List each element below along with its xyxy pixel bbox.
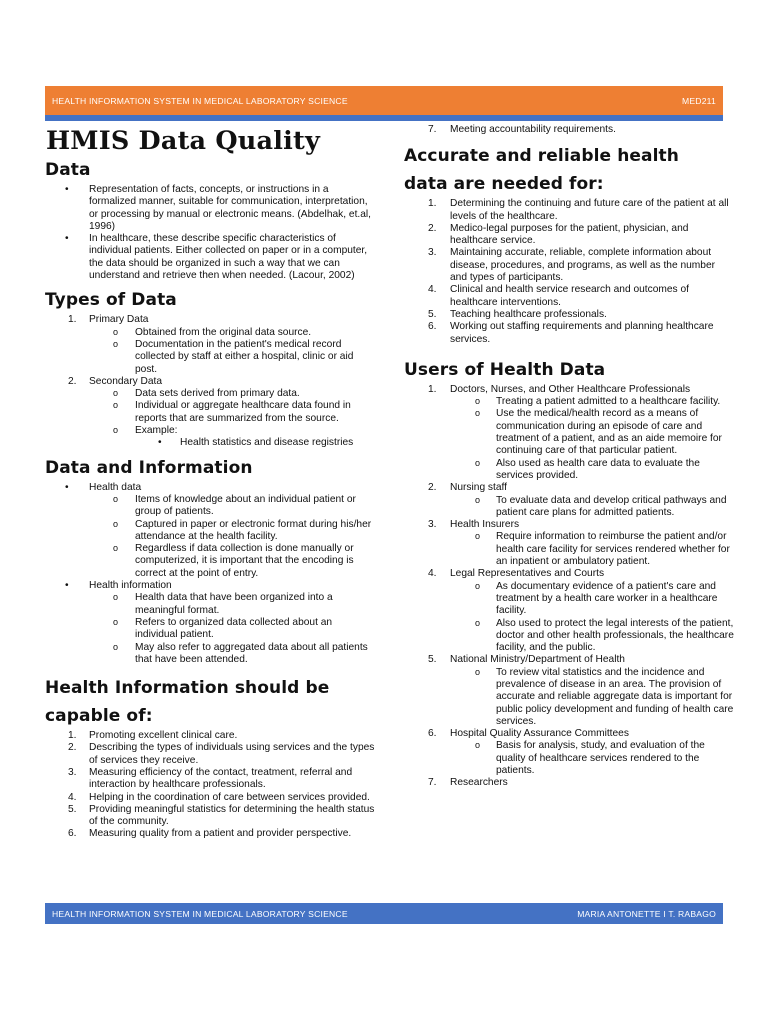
list-item: • Health information xyxy=(65,580,172,592)
users-list xyxy=(404,384,734,790)
sub-list-item: o Captured in paper or electronic format during his/her attendance at the health facility. xyxy=(113,518,372,542)
info-heading: Data and Information xyxy=(45,457,253,478)
left-column xyxy=(45,121,375,841)
sub-list-item: o To evaluate data and develop critical pathways and patient care plans for admitted patients. xyxy=(475,494,727,518)
capable-list-continued xyxy=(404,124,734,136)
list-item: 2. Describing the types of individuals using services and the types of services they receive. xyxy=(68,742,375,766)
sub-list-item: o Items of knowledge about an individual patient or group of patients. xyxy=(113,493,356,518)
list-item: 4. Helping in the coordination of care between services provided. xyxy=(68,791,370,803)
list-item: 6. Measuring quality from a patient and provider perspective. xyxy=(68,828,352,840)
header-bar xyxy=(45,86,723,115)
example-item: • Health statistics and disease registries xyxy=(158,437,354,449)
capable-list xyxy=(45,730,375,841)
list-item: 5. Teaching healthcare professionals. xyxy=(428,308,607,320)
right-column xyxy=(404,121,734,790)
list-item: 6. Hospital Quality Assurance Committees xyxy=(428,728,629,740)
list-item: 1. Promoting excellent clinical care. xyxy=(68,730,238,742)
sub-list-item: o Refers to organized data collected about an individual patient. xyxy=(113,616,333,641)
sub-list-item: o Health data that have been organized into a meaningful format. xyxy=(113,592,333,616)
sub-list-item: o Treating a patient admitted to a healthcare facility. xyxy=(475,396,721,408)
sub-list-item: o Obtained from the original data source. xyxy=(113,326,312,338)
sub-list-item: o Individual or aggregate healthcare data found in reports that are summarized from the source. xyxy=(113,400,351,424)
list-item: 2. Secondary Data xyxy=(68,375,163,387)
list-item: 4. Legal Representatives and Courts xyxy=(428,568,605,580)
page-title: HMIS Data Quality xyxy=(46,126,321,156)
list-item: 1. Doctors, Nurses, and Other Healthcare Professionals xyxy=(428,383,691,395)
list-item: 1. Primary Data xyxy=(68,314,149,326)
sub-list-item: o Basis for analysis, study, and evaluation of the quality of healthcare services rendered to the patients. xyxy=(475,740,705,777)
data-bullet-list xyxy=(45,184,375,282)
accurate-heading: Accurate and reliable health data are needed for: xyxy=(404,146,679,195)
list-item: 6. Working out staffing requirements and planning healthcare services. xyxy=(428,321,714,345)
sub-list-item: o Require information to reimburse the patient and/or health care facility for services rendered whether for an inpatient or ambulatory patient. xyxy=(475,531,730,568)
capable-heading: Health Information should be capable of: xyxy=(45,678,330,727)
list-item: 2. Nursing staff xyxy=(428,482,508,494)
types-list xyxy=(45,314,375,449)
list-item: 7. Meeting accountability requirements. xyxy=(428,124,616,135)
users-heading: Users of Health Data xyxy=(404,359,606,380)
sub-list-item: o May also refer to aggregated data about all patients that have been attended. xyxy=(113,641,368,665)
footer-bar xyxy=(45,903,723,924)
header-course-title: HEALTH INFORMATION SYSTEM IN MEDICAL LABORATORY SCIENCE xyxy=(52,95,348,106)
list-item: 5. Providing meaningful statistics for determining the health status of the community. xyxy=(68,803,375,828)
footer-course-title: HEALTH INFORMATION SYSTEM IN MEDICAL LABORATORY SCIENCE xyxy=(52,908,348,919)
info-list xyxy=(45,482,375,666)
sub-list-item: o Example: xyxy=(113,425,178,437)
sub-list-item: o Data sets derived from primary data. xyxy=(113,388,300,400)
sub-list-item: o Documentation in the patient's medical record collected by staff at either a hospital, clinic or aid post. xyxy=(113,338,354,375)
list-item: 3. Health Insurers xyxy=(428,519,520,531)
sub-list-item: o As documentary evidence of a patient's care and treatment by a health care worker in a healthcare facility. xyxy=(475,580,718,617)
accurate-list xyxy=(404,198,734,346)
list-item: 4. Clinical and health service research and outcomes of healthcare interventions. xyxy=(428,284,689,308)
list-item: 3. Measuring efficiency of the contact, treatment, referral and interaction by healthcare professionals. xyxy=(68,766,353,791)
sub-list-item: o Also used to protect the legal interests of the patient, doctor and other health professionals, the healthcare facility, and the public. xyxy=(475,617,734,654)
sub-list-item: o Regardless if data collection is done manually or computerized, it is important that the encoding is correct at the point of entry. xyxy=(113,543,354,579)
sub-list-item: o Also used as health care data to evaluate the services provided. xyxy=(475,457,700,481)
list-item: • In healthcare, these describe specific characteristics of individual patients. Either collected on paper or in a computer, the data should be organized in such a way that we can understand and retrieve then when needed. (Lacour, 2002) xyxy=(65,233,368,282)
types-heading: Types of Data xyxy=(45,290,177,311)
list-item: • Health data xyxy=(65,481,142,493)
list-item: 3. Maintaining accurate, reliable, complete information about disease, procedures, and programs, as well as the number and types of participants. xyxy=(428,247,716,284)
list-item: 2. Medico-legal purposes for the patient, physician, and healthcare service. xyxy=(428,222,689,247)
data-heading: Data xyxy=(45,160,91,180)
list-item: 7. Researchers xyxy=(428,777,508,789)
list-item: 1. Determining the continuing and future care of the patient at all levels of the healthcare. xyxy=(428,198,729,222)
header-course-code: MED211 xyxy=(682,95,716,106)
list-item: 5. National Ministry/Department of Health xyxy=(428,654,625,666)
sub-list-item: o To review vital statistics and the incidence and prevalence of disease in an area. The provision of accurate and reliable aggregate data is important for public policy development and funding of health care services. xyxy=(475,666,734,727)
footer-author: MARIA ANTONETTE I T. RABAGO xyxy=(577,908,716,919)
list-item: • Representation of facts, concepts, or instructions in a formalized manner, suitable for communication, interpretation, or processing by manual or electronic means. (Abdelhak, et.al, 1996) xyxy=(65,184,371,232)
sub-list-item: o Use the medical/health record as a means of communication during an episode of care and treatment of a patient, and as an aide memoire for continuing care of that particular patient. xyxy=(475,408,722,457)
